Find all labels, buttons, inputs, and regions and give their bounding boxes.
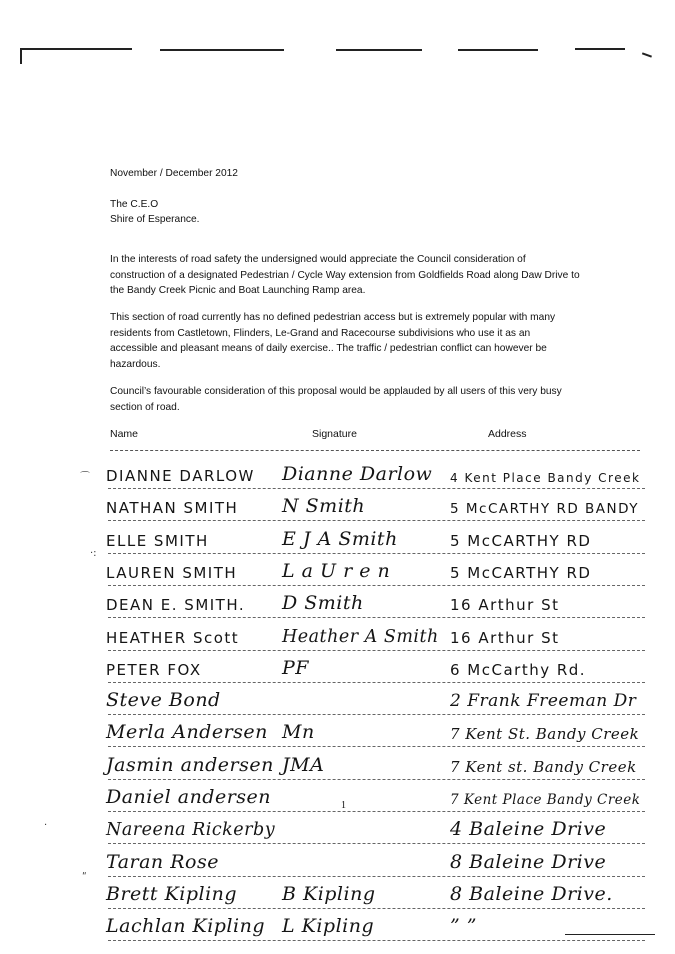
row-address: 4 Kent Place Bandy Creek <box>450 471 641 485</box>
row-address: ” ” <box>450 915 477 938</box>
row-name: Lachlan Kipling <box>106 915 265 938</box>
row-signature: Dianne Darlow <box>282 463 433 485</box>
table-row <box>100 520 645 554</box>
row-address: 7 Kent st. Bandy Creek <box>450 757 637 776</box>
letter-paragraph-1: In the interests of road safety the undersigned would appreciate the Council consideration of construction of a designated Pedestrian / Cycle Way extension from Goldfields Road along Daw Drive to the Bandy Creek Picnic and Boat Launching Ramp area. <box>110 254 580 297</box>
row-address: 5 McCARTHY RD <box>450 531 592 550</box>
table-row <box>100 875 645 909</box>
table-row <box>100 713 645 747</box>
table-row <box>100 584 645 618</box>
row-address: 2 Frank Freeman Dr <box>450 691 637 712</box>
margin-mark-1: ⌒ <box>80 472 90 483</box>
scan-top-rule-5 <box>575 48 625 50</box>
row-name: LAUREN SMITH <box>106 563 238 582</box>
row-address: 8 Baleine Drive. <box>450 882 613 905</box>
row-name: DEAN E. SMITH. <box>106 596 246 615</box>
row-address: 4 Baleine Drive <box>450 818 607 841</box>
header-dashed-rule <box>110 450 640 451</box>
row-name: Merla Andersen <box>106 721 268 744</box>
column-header-address: Address <box>488 428 527 440</box>
margin-mark-4: ʺ <box>82 872 87 883</box>
table-row <box>100 649 645 683</box>
row-name: NATHAN SMITH <box>106 499 239 518</box>
row-name: PETER FOX <box>106 660 202 679</box>
row-signature: Heather A Smith <box>282 626 439 647</box>
margin-mark-2: ·: <box>90 548 97 559</box>
row-signature: L a U r e n <box>282 559 391 582</box>
row-address: 16 Arthur St <box>450 596 560 615</box>
addressee-organisation: Shire of Esperance. <box>110 214 200 225</box>
row-signature: B Kipling <box>282 882 376 905</box>
page-number: 1 <box>341 800 346 811</box>
bottom-right-rule <box>565 934 655 935</box>
row-address: 5 McCARTHY RD BANDY <box>450 501 640 518</box>
table-row <box>100 907 645 941</box>
letter-date: November / December 2012 <box>110 168 238 179</box>
addressee-title: The C.E.O <box>110 199 159 210</box>
row-name: Nareena Rickerby <box>106 820 276 841</box>
scan-top-rule-4 <box>458 49 538 51</box>
row-address: 7 Kent St. Bandy Creek <box>450 725 640 744</box>
letter-addressee <box>110 197 199 227</box>
table-row <box>100 552 645 586</box>
column-header-name: Name <box>110 428 139 440</box>
letter-paragraph-3: Council’s favourable consideration of this proposal would be applauded by all users of this very busy section of road. <box>110 386 562 413</box>
row-address: 5 McCARTHY RD <box>450 563 592 582</box>
table-row <box>100 778 645 812</box>
table-row <box>100 810 645 844</box>
scan-corner-mark <box>642 52 652 57</box>
row-signature: N Smith <box>282 495 366 518</box>
scan-top-rule-2 <box>160 49 284 51</box>
table-row <box>100 487 645 521</box>
row-name: Brett Kipling <box>106 882 238 905</box>
table-row <box>100 617 645 651</box>
margin-mark-3: · <box>44 820 48 831</box>
row-signature: JMA <box>282 753 325 776</box>
row-name: Steve Bond <box>106 689 221 712</box>
row-name: DIANNE DARLOW <box>106 467 255 485</box>
row-signature: D Smith <box>282 592 364 615</box>
scan-top-rule-3 <box>336 49 422 51</box>
row-name: HEATHER Scott <box>106 628 240 647</box>
row-address: 8 Baleine Drive <box>450 850 607 873</box>
row-address: 16 Arthur St <box>450 628 560 647</box>
row-dashed-line <box>108 940 645 941</box>
table-row <box>100 681 645 715</box>
row-address: 7 Kent Place Bandy Creek <box>450 792 641 808</box>
row-signature: L Kipling <box>282 915 375 938</box>
column-header-signature: Signature <box>312 428 357 440</box>
row-signature: E J A Smith <box>282 527 398 550</box>
table-row <box>100 455 645 489</box>
row-name: Jasmin andersen <box>106 753 274 776</box>
letter-paragraph-2: This section of road currently has no defined pedestrian access but is extremely popular with many residents from Castletown, Flinders, Le-Grand and Racecourse subdivisions who use it as an accessible and pleasant means of daily exercise.. The traffic / pedestrian conflict can however be hazardous. <box>110 312 556 370</box>
row-signature: Mn <box>282 721 315 744</box>
row-signature: PF <box>282 656 309 679</box>
scan-top-rule-1 <box>20 48 132 50</box>
row-name: ELLE SMITH <box>106 531 209 550</box>
row-address: 6 McCarthy Rd. <box>450 660 587 679</box>
row-name: Daniel andersen <box>106 786 272 808</box>
table-row <box>100 746 645 780</box>
row-name: Taran Rose <box>106 850 219 873</box>
scan-left-edge <box>20 48 22 64</box>
table-row <box>100 843 645 877</box>
